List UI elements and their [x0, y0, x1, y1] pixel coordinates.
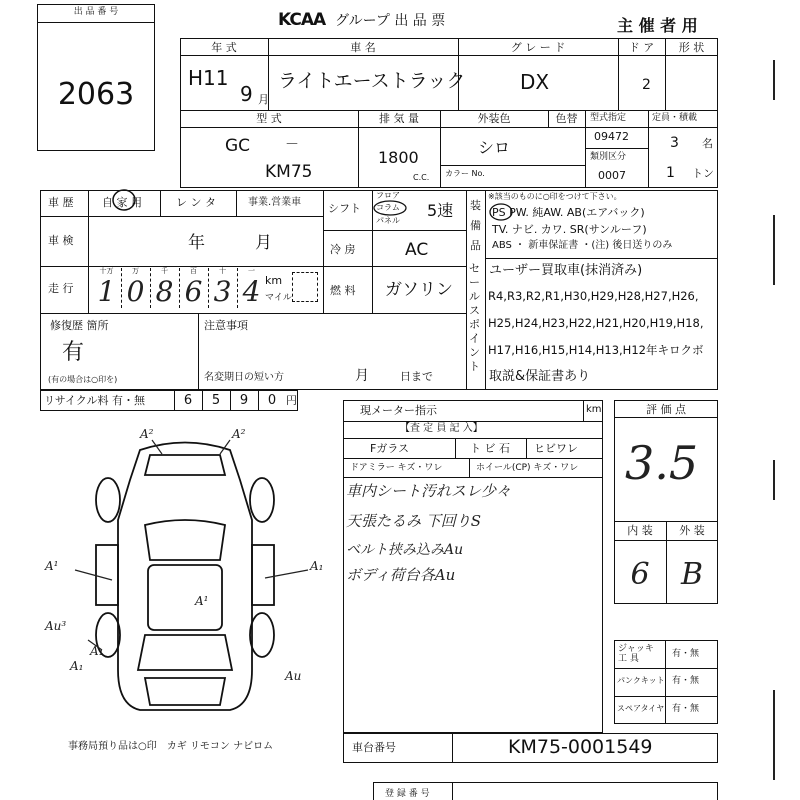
fuel-value: ガソリン [385, 280, 453, 300]
exterior-score: B [680, 557, 704, 592]
floor-label: フロア [376, 191, 400, 200]
km-unit: km [265, 274, 283, 287]
column-label: コラム [376, 203, 400, 212]
inspector-label: 【査 定 員 記 入】 [400, 423, 483, 434]
note-line3: ベルト挟み込みAu [346, 542, 464, 558]
grade-label: グ レ ー ド [510, 41, 566, 54]
model-label: 型 式 [256, 112, 282, 125]
mirror-label: ドアミラー キズ・ワレ [350, 463, 443, 473]
car-rear-window [138, 635, 232, 670]
capacity-label: 定員・積載 [652, 113, 698, 123]
exterior-label: 外 装 [679, 524, 705, 537]
scan-edge-mark [773, 460, 775, 500]
spare-label: スペアタイヤ [617, 704, 665, 713]
mark-arrow-3 [75, 570, 112, 580]
year-month: 9 [240, 82, 253, 106]
year-label: 年 式 [211, 41, 237, 54]
gears: 5速 [427, 201, 454, 220]
load-unit: トン [692, 167, 714, 180]
registration-label: 登 録 番 号 [385, 789, 430, 799]
shaken-label: 車 検 [48, 234, 74, 247]
kcaa-logo: KCAA [278, 10, 326, 30]
glass-label: Fガラス [370, 442, 409, 455]
odometer-separator [208, 268, 209, 308]
spare-value: 有・無 [672, 704, 700, 714]
column-circle-mark [372, 200, 408, 216]
note-line4: ボディ荷台各Au [346, 566, 456, 584]
grade-value: DX [520, 70, 550, 94]
note-line1: 車内シート汚れスレ少々 [346, 482, 512, 500]
door-value: 2 [642, 77, 651, 93]
model-dash: － [285, 137, 299, 153]
wheel-front-left [96, 478, 120, 522]
repair-value: 有 [62, 340, 85, 365]
odometer-separator [121, 268, 122, 308]
history-private: 自 家 用 [102, 196, 142, 209]
capacity-unit: 名 [702, 137, 713, 150]
ps-circle-mark [488, 203, 514, 221]
recycle-digit: 9 [239, 393, 249, 408]
odometer-unit: 十 [219, 267, 226, 275]
damage-mark: A¹ [195, 594, 209, 608]
damage-mark: A₁ [310, 559, 324, 573]
shift-label: シフト [328, 202, 361, 215]
odometer-digit: 3 [213, 275, 232, 308]
type-spec: 09472 [594, 130, 629, 143]
scan-edge-mark [773, 690, 775, 780]
history-label: 車 歴 [48, 196, 74, 209]
wheel-label: ホイール(CP) キズ・ワレ [476, 463, 579, 473]
recycle-separator [230, 390, 231, 411]
door-label: ド ア [628, 41, 655, 54]
repair-hint: (有の場合は○印を) [48, 375, 118, 384]
model-code: KM75 [265, 162, 313, 182]
jack-label: ジャッキ 工 具 [618, 644, 654, 664]
meter-label: 現メーター指示 [360, 404, 437, 417]
type-spec-label: 型式指定 [590, 113, 627, 123]
recycle-separator [174, 390, 175, 411]
class-value: 0007 [598, 169, 626, 182]
sales-point-label: セールスポイント [469, 262, 480, 373]
color-change-label: 色替 [555, 112, 578, 125]
equipment-line3: ABS ・ 新車保証書 ・(注) 後日送りのみ [492, 240, 673, 251]
damage-mark: A₁ [90, 644, 104, 658]
lot-number: 2063 [57, 77, 135, 112]
recycle-separator [202, 390, 203, 411]
sales-line4: H17,H16,H15,H14,H13,H12年キロクボ [488, 343, 704, 357]
damage-mark: A² [140, 427, 154, 441]
chassis-label: 車台番号 [352, 741, 396, 754]
car-front [145, 455, 225, 475]
car-windshield [145, 520, 225, 560]
odometer-digit: 1 [97, 275, 116, 308]
scan-edge-mark [773, 215, 775, 285]
damage-mark: A₁ [70, 659, 84, 673]
mile-unit: マイル [265, 293, 292, 303]
sales-line5: 取説&保証書あり [489, 369, 591, 384]
shaken-year: 年 [188, 233, 205, 253]
odometer-separator [179, 268, 180, 308]
month-unit: 月 [258, 93, 269, 106]
chassis-number: KM75-0001549 [508, 736, 653, 758]
recycle-label: リサイクル料 有・無 [44, 394, 145, 407]
sales-line3: H25,H24,H23,H22,H21,H20,H19,H18, [488, 316, 704, 330]
load-value: 1 [666, 165, 675, 181]
vehicle-name: ライトエーストラック [278, 70, 466, 92]
mileage-label: 走 行 [48, 282, 74, 295]
repair-label: 修復歴 箇所 [50, 319, 109, 332]
equipment-note: ※該当のものに○印をつけて下さい。 [488, 192, 622, 201]
door-left [96, 545, 118, 605]
short-period-label: 名変期日の短い方 [204, 372, 284, 383]
shape-label: 形 状 [678, 41, 705, 54]
private-circle-mark [110, 188, 138, 212]
odometer-separator [150, 268, 151, 308]
equipment-line1: PS PW. 純AW. AB(エアバック) [492, 206, 645, 219]
odometer-digit: 4 [242, 275, 261, 308]
year-era: H11 [188, 66, 229, 90]
sales-line2: R4,R3,R2,R1,H30,H29,H28,H27,H26, [488, 289, 699, 303]
recycle-yen: 円 [286, 394, 297, 407]
odometer-unit: 百 [190, 267, 197, 275]
odometer-digit: 6 [184, 275, 203, 308]
jack-value: 有・無 [672, 649, 700, 659]
door-right [252, 545, 274, 605]
car-diagram [40, 420, 330, 735]
scan-edge-mark [773, 60, 775, 100]
history-business: 事業.営業車 [248, 197, 302, 208]
model-prefix: GC [225, 136, 251, 156]
equipment-line2: TV. ナビ. カワ. SR(サンルーフ) [492, 223, 647, 236]
car-rear [145, 678, 225, 705]
office-items: 事務局預り品は○印 カギ リモコン ナビロム [68, 741, 274, 752]
period-month: 月 [355, 368, 369, 384]
name-label: 車 名 [350, 41, 376, 54]
wheel-front-right [250, 478, 274, 522]
panel-label: パネル [376, 216, 400, 225]
period-day: 日まで [400, 370, 433, 383]
tobi-label: ト ビ 石 [470, 442, 510, 455]
meter-km: km [586, 404, 602, 415]
odometer-digit: 8 [155, 275, 174, 308]
color-code-label: カラー No. [445, 169, 485, 178]
recycle-digit: 6 [183, 393, 193, 408]
interior-label: 内 装 [627, 524, 653, 537]
damage-mark: Au [285, 669, 302, 683]
odometer-unit: 万 [132, 267, 139, 275]
ac-label: 冷 房 [330, 243, 356, 256]
ext-color-label: 外装色 [477, 112, 511, 125]
interior-score: 6 [630, 557, 650, 592]
overall-score: 3.5 [625, 436, 699, 490]
sales-line1: ユーザー買取車(抹消済み) [489, 263, 643, 278]
shaken-month: 月 [255, 233, 272, 253]
grade-label: 評 価 点 [646, 403, 686, 416]
class-label: 類別区分 [590, 152, 627, 162]
mile-checkbox [292, 272, 318, 302]
equipment-label: 装 備 品 [470, 199, 481, 252]
recycle-separator [258, 390, 259, 411]
ext-color: シロ [478, 138, 511, 157]
odometer-separator [237, 268, 238, 308]
notes-label: 注意事項 [204, 319, 248, 332]
disp-label: 排 気 量 [379, 112, 419, 125]
organizer-label: 主 催 者 用 [617, 16, 698, 35]
fuel-label: 燃 料 [330, 284, 356, 297]
lot-number-label: 出 品 番 号 [73, 7, 119, 17]
wheel-rear-right [250, 613, 274, 657]
car-cabin [148, 565, 222, 630]
odometer-digit: 0 [126, 275, 145, 308]
history-rental: レ ン タ [176, 196, 216, 209]
mark-arrow-4 [265, 570, 308, 578]
odometer-unit: 千 [161, 267, 168, 275]
damage-mark: A² [232, 427, 246, 441]
disp-unit: C.C. [413, 173, 430, 182]
odometer-unit: 十万 [99, 267, 114, 275]
note-line2: 天張たるみ 下回りS [346, 512, 482, 530]
crack-label: ヒビワレ [534, 442, 578, 455]
odometer-unit: 一 [248, 267, 255, 275]
puncture-label: パンクキット [617, 676, 665, 685]
form-title: グループ 出 品 票 [335, 13, 446, 29]
recycle-digit: 0 [267, 393, 277, 408]
damage-mark: A¹ [45, 559, 59, 573]
ac-value: AC [405, 240, 429, 260]
recycle-digit: 5 [211, 393, 221, 408]
capacity-value: 3 [670, 135, 679, 151]
puncture-value: 有・無 [672, 676, 700, 686]
damage-mark: Au³ [45, 619, 67, 633]
displacement: 1800 [378, 148, 419, 167]
